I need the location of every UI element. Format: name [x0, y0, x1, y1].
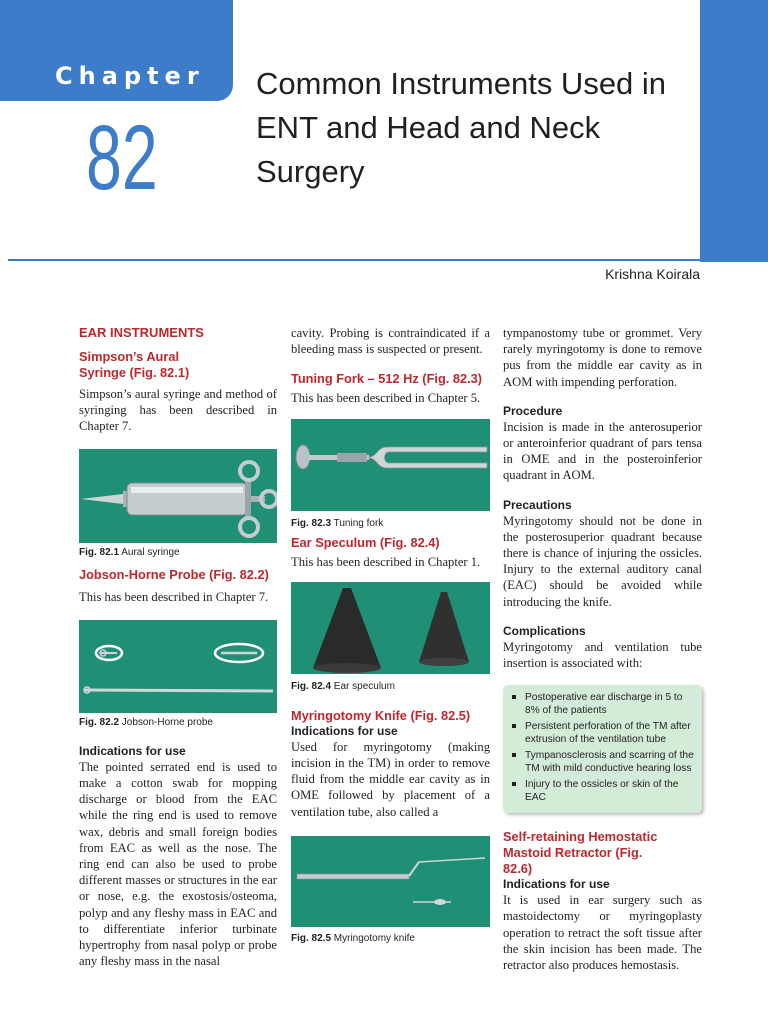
figure-ear-speculum — [291, 582, 490, 674]
indications-text: The pointed serrated end is used to make a cotton swab for mopping discharge or blood from the EAC while the ring end is used to remove wax, debris and small foreign bodies from EAC as well as the nose. The ring end can also be used to probe different masses or structures in the ear or nose, e.g. the exostosis/osteoma, polyp and any fleshy mass in EAC and to differentiate inferior turbinate hypertrophy from nasal polyp or probe any fleshy mass in the nasal — [79, 759, 277, 969]
header-rule — [8, 259, 700, 261]
figure-caption-text: Jobson-Horne probe — [121, 716, 213, 728]
figure-label: Fig. 82.3 — [291, 517, 332, 529]
heading-complications: Complications — [503, 623, 586, 638]
figure-caption-text: Myringotomy knife — [333, 932, 415, 944]
figure-caption-text: Aural syringe — [121, 546, 180, 558]
column-2 — [291, 325, 490, 945]
column-1 — [79, 325, 277, 969]
bullet-square-icon — [512, 782, 516, 786]
heading-indications: Indications for use — [291, 723, 398, 738]
figure-tuning-fork — [291, 419, 490, 511]
figure-caption-3 — [291, 518, 490, 530]
complications-list-box — [503, 685, 702, 813]
heading-tuning-fork: Tuning Fork – 512 Hz (Fig. 82.3) — [291, 371, 483, 387]
list-item — [509, 691, 696, 717]
list-item — [509, 720, 696, 746]
figure-caption-text: Tuning fork — [333, 517, 384, 529]
figure-caption-1 — [79, 547, 277, 559]
probing-continued-text: cavity. Probing is contraindicated if a bleeding mass is suspected or present. — [291, 326, 490, 357]
bullet-square-icon — [512, 724, 516, 728]
procedure-text: Incision is made in the anterosuperior or anteroinferior quadrant of pars tensa in OME and in the posteroinferior quadrant in AOM. — [503, 419, 702, 483]
simpson-text: Simpson’s aural syringe and method of syringing has been described in Chapter 7. — [79, 387, 277, 434]
complications-text: Myringotomy and ventilation tube insertion is associated with: — [503, 639, 702, 671]
side-accent-bar — [700, 0, 768, 262]
jobson-horne-probe-illustration — [79, 620, 277, 713]
ear-speculum-text: This has been described in Chapter 1. — [291, 554, 481, 569]
figure-label: Fig. 82.5 — [291, 932, 332, 944]
retractor-text: It is used in ear surgery such as mastoidectomy or myringoplasty operation to retract the soft tissue after the skin incision has been made. The retractor also produces hemostasis. — [503, 893, 702, 973]
heading-indications: Indications for use — [503, 877, 610, 892]
figure-label: Fig. 82.2 — [79, 716, 120, 728]
bullet-square-icon — [512, 695, 516, 699]
heading-precautions: Precautions — [503, 497, 572, 512]
heading-myringotomy-knife: Myringotomy Knife (Fig. 82.5) — [291, 707, 471, 723]
ear-speculum-illustration — [291, 582, 490, 674]
chapter-title: Common Instruments Used in ENT and Head and Neck Surgery — [256, 66, 667, 189]
list-item-text: Tympanosclerosis and scarring of the TM with mild conductive hearing loss — [525, 750, 694, 775]
tuning-fork-text: This has been described in Chapter 5. — [291, 391, 481, 406]
heading-procedure: Procedure — [503, 403, 563, 418]
tuning-fork-illustration — [291, 419, 490, 511]
heading-simpson-syringe: Simpson’s Aural Syringe (Fig. 82.1) — [79, 349, 190, 380]
figure-label: Fig. 82.1 — [79, 546, 120, 558]
figure-label: Fig. 82.4 — [291, 680, 332, 692]
list-item-text: Injury to the ossicles or skin of the EAC — [525, 779, 679, 804]
figure-jobson-horne-probe — [79, 620, 277, 713]
chapter-banner — [0, 0, 233, 101]
bullet-square-icon — [512, 753, 516, 757]
list-item — [509, 778, 696, 804]
heading-indications: Indications for use — [79, 743, 186, 758]
figure-myringotomy-knife — [291, 836, 490, 927]
figure-caption-4 — [291, 681, 490, 693]
column-3 — [503, 325, 702, 973]
tympanostomy-continued-text: tympanostomy tube or grommet. Very rarely myringotomy is done to remove pus from the middle ear cavity as in AOM with impending perforation. — [503, 326, 702, 389]
aural-syringe-illustration — [79, 449, 277, 543]
heading-mastoid-retractor: Self-retaining Hemostatic Mastoid Retractor (Fig. 82.6) — [503, 829, 658, 877]
heading-ear-speculum: Ear Speculum (Fig. 82.4) — [291, 534, 440, 550]
heading-jobson-horne: Jobson-Horne Probe (Fig. 82.2) — [79, 566, 269, 582]
chapter-label: Chapter — [55, 62, 205, 90]
section-heading-ear-instruments: EAR INSTRUMENTS — [79, 325, 204, 340]
author-name: Krishna Koirala — [605, 266, 700, 282]
figure-caption-5 — [291, 933, 490, 945]
figure-caption-2 — [79, 717, 277, 729]
jobson-text: This has been described in Chapter 7. — [79, 589, 269, 604]
list-item-text: Persistent perforation of the TM after extrusion of the ventilation tube — [525, 721, 691, 746]
figure-caption-text: Ear speculum — [333, 680, 395, 692]
chapter-number: 82 — [86, 107, 158, 209]
precautions-text: Myringotomy should not be done in the posterosuperior quadrant because there is chance of injuring the ossicles. Injury to the external auditory canal (EAC) should be avoided while introducing the knife. — [503, 513, 702, 609]
list-item-text: Postoperative ear discharge in 5 to 8% of the patients — [525, 692, 683, 717]
list-item — [509, 749, 696, 775]
myringotomy-knife-text: Used for myringotomy (making incision in the TM) in order to remove fluid from the middle ear cavity as in OME followed by placement of a ventilation tube, also called a — [291, 739, 490, 819]
myringotomy-knife-illustration — [291, 836, 490, 927]
figure-aural-syringe — [79, 449, 277, 543]
